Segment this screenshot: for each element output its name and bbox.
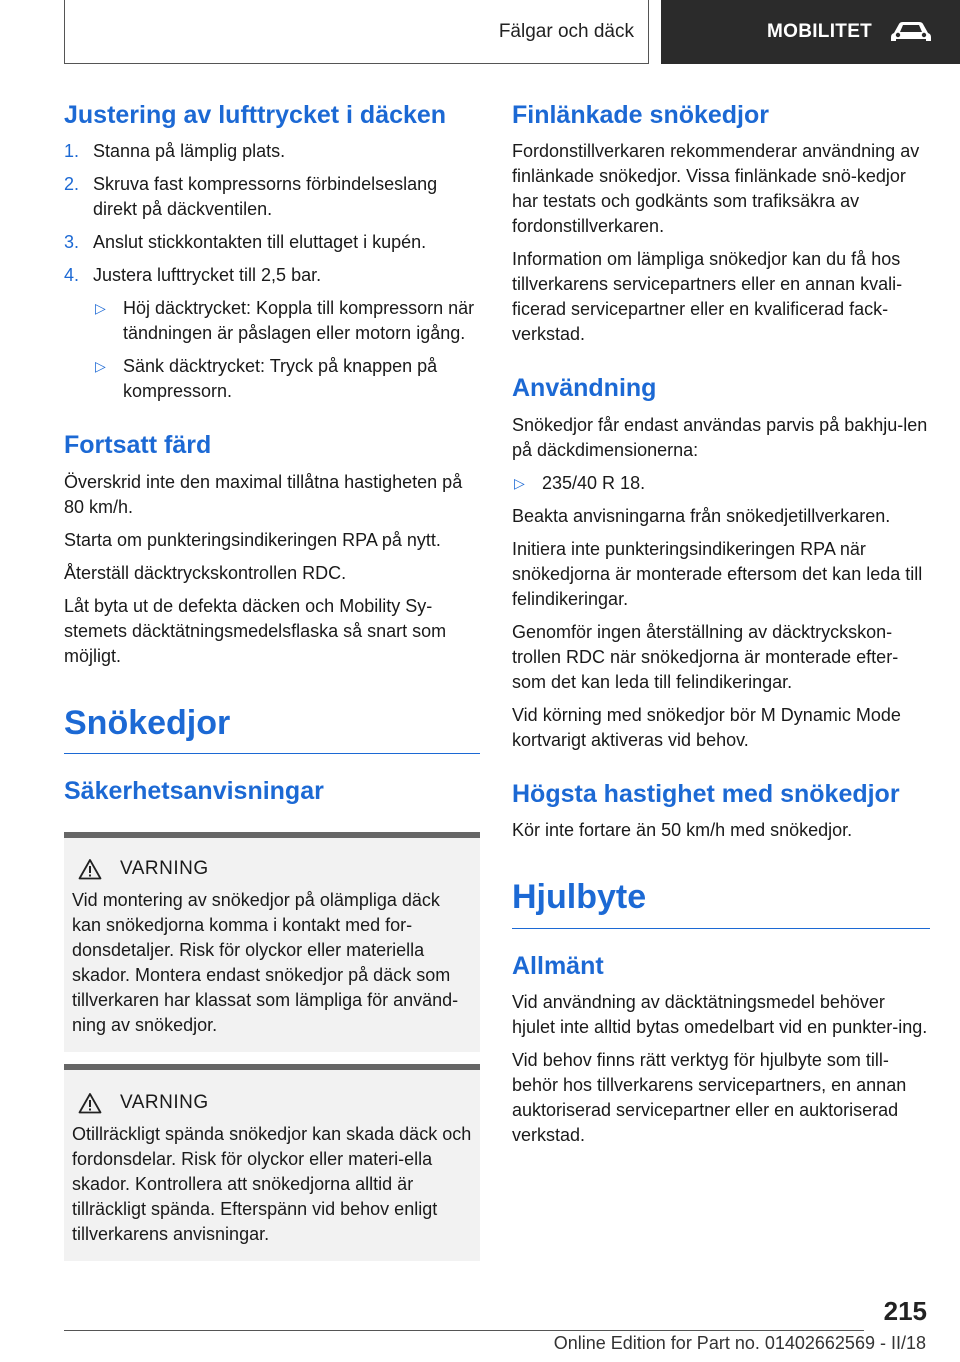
list-item	[93, 354, 480, 404]
footer-edition: Online Edition for Part no. 01402662569 - II/18	[553, 1333, 926, 1353]
triangle-bullet-icon: ▷	[514, 474, 525, 491]
page-number: 215	[883, 1296, 927, 1326]
list-item	[93, 296, 480, 346]
step-text: Justera lufttrycket till 2,5 bar.	[93, 265, 322, 286]
triangle-bullet-icon: ▷	[95, 300, 106, 317]
warning-label: VARNING	[120, 1091, 209, 1113]
section-title-max-speed: Högsta hastighet med snökedjor	[512, 779, 900, 808]
paragraph: Återställ däcktryckskontrollen RDC.	[64, 562, 347, 583]
warning-box	[64, 1064, 480, 1261]
step-text: Anslut stickkontakten till eluttaget i kupén.	[93, 232, 427, 253]
paragraph: Snökedjor får endast användas parvis på bakhju-len på däckdimensionerna:	[512, 414, 928, 460]
paragraph: Vid användning av däcktätningsmedel behöver hjulet inte alltid bytas omedelbart vid en punkter-ing.	[512, 991, 928, 1037]
step-number: 4.	[64, 265, 80, 286]
section-title-safety: Säkerhetsanvisningar	[64, 777, 324, 806]
warning-title	[72, 858, 472, 880]
paragraph: Vid körning med snökedjor bör M Dynamic Mode kortvarigt aktiveras vid behov.	[512, 704, 901, 750]
list-item	[64, 172, 480, 222]
substep-text: Sänk däcktrycket: Tryck på knappen på kompressorn.	[123, 356, 438, 402]
list-item	[64, 139, 480, 164]
header-chapter-label: MOBILITET	[767, 21, 873, 42]
step-text: Skruva fast kompressorns förbindelseslang direkt på däckventilen.	[93, 174, 438, 220]
substep-text: Höj däcktrycket: Koppla till kompressorn när tändningen är påslagen eller motorn igång.	[123, 298, 475, 344]
section-title-pressure-adjust: Justering av lufttrycket i däcken	[64, 101, 447, 129]
section-title-usage: Användning	[512, 374, 657, 403]
warning-text: Otillräckligt spända snökedjor kan skada däck och fordonsdelar. Risk för olyckor eller materi-ella skador. Kontrollera att snökedjorna alltid är tillräckligt spända. Efterspänn vid behov enligt tillverkarens anvisningar.	[72, 1123, 472, 1244]
header-section-label: Fälgar och däck	[498, 20, 634, 42]
step-number: 1.	[64, 141, 80, 162]
tire-size-text: 235/40 R 18.	[542, 472, 646, 493]
list-item	[512, 471, 930, 496]
step-text: Stanna på lämplig plats.	[93, 141, 286, 162]
header-chapter-tab	[661, 0, 960, 64]
paragraph: Beakta anvisningarna från snökedjetillverkaren.	[512, 505, 891, 526]
section-title-general: Allmänt	[512, 951, 604, 980]
chapter-title-snow-chains: Snökedjor	[64, 703, 480, 755]
triangle-bullet-icon: ▷	[95, 358, 106, 375]
warning-icon	[78, 858, 102, 880]
paragraph: Överskrid inte den maximal tillåtna hastigheten på 80 km/h.	[64, 471, 463, 517]
step-number: 2.	[64, 174, 80, 195]
section-title-continue: Fortsatt färd	[64, 431, 212, 460]
steps-list	[64, 139, 480, 404]
paragraph: Initiera inte punkteringsindikeringen RPA när snökedjorna är monterade eftersom det kan leda till felindikeringar.	[512, 538, 923, 609]
paragraph: Starta om punkteringsindikeringen RPA på nytt.	[64, 529, 441, 550]
list-item	[64, 263, 480, 404]
warning-title	[72, 1092, 472, 1114]
step-number: 3.	[64, 232, 80, 253]
right-column	[512, 100, 930, 1156]
list-item	[64, 230, 480, 255]
paragraph: Låt byta ut de defekta däcken och Mobility Sy-stemets däcktätningsmedelsflaska så snart som möjligt.	[64, 595, 447, 666]
left-column	[64, 100, 480, 1261]
warning-icon	[78, 1092, 102, 1114]
header-section-tab	[64, 0, 649, 64]
warning-box	[64, 832, 480, 1052]
substeps-list	[93, 296, 480, 404]
paragraph: Kör inte fortare än 50 km/h med snökedjor.	[512, 819, 853, 840]
paragraph: Fordonstillverkaren rekommenderar användning av finlänkade snökedjor. Vissa finlänkade snö-kedjor har testats och godkänts som trafiksäkra av fordonstillverkaren.	[512, 141, 920, 237]
section-title-fine-link-chains: Finlänkade snökedjor	[512, 101, 770, 129]
tire-size-list	[512, 471, 930, 496]
footer-divider	[64, 1330, 864, 1331]
paragraph: Information om lämpliga snökedjor kan du få hos tillverkarens servicepartners eller en annan kvali-ficerad servicepartner eller en kvalificerad fack-verkstad.	[512, 249, 903, 345]
warning-label: VARNING	[120, 857, 209, 879]
warning-text: Vid montering av snökedjor på olämpliga däck kan snökedjorna komma i kontakt med for-donsdetaljer. Risk för olyckor eller materiella skador. Montera endast snökedjor på däck som tillverkaren har klassat som lämpliga för använd-ning av snökedjor.	[72, 889, 459, 1035]
chapter-title-wheel-change: Hjulbyte	[512, 877, 930, 929]
paragraph: Genomför ingen återställning av däcktryckskon-trollen RDC när snökedjorna är monterade efter-som det kan leda till felindikeringar.	[512, 621, 899, 692]
paragraph: Vid behov finns rätt verktyg för hjulbyte som till-behör hos tillverkarens servicepartners, en annan auktoriserad servicepartner eller en auktoriserad verkstad.	[512, 1049, 907, 1145]
car-icon	[888, 19, 934, 45]
